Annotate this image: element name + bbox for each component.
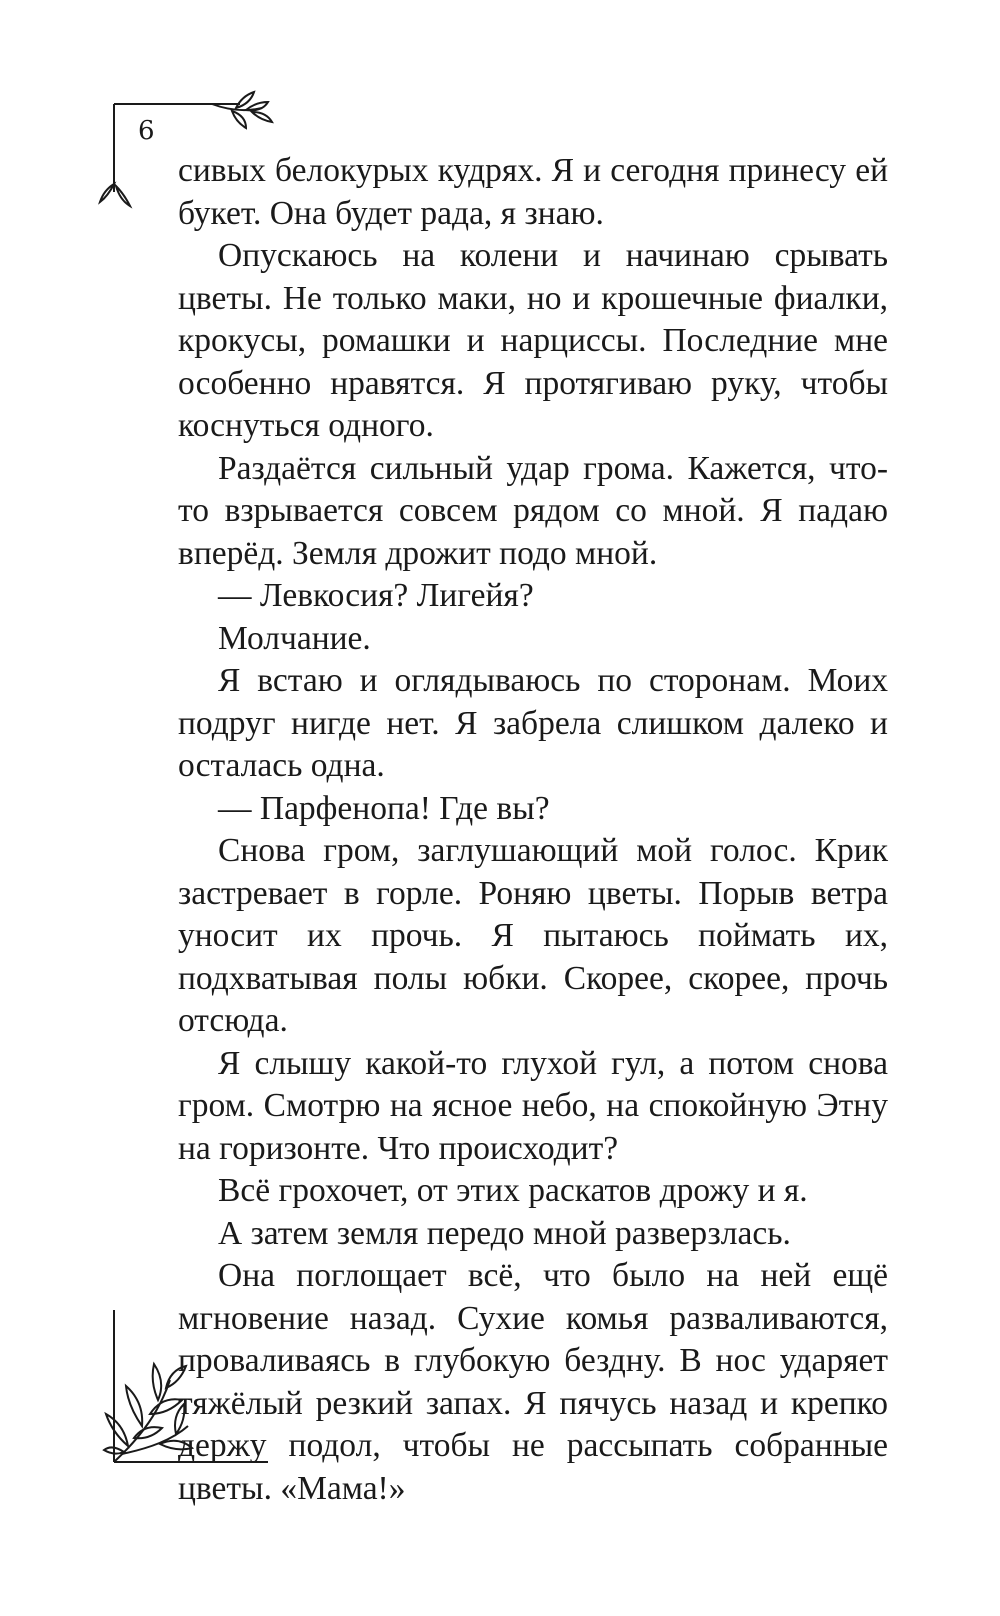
page-number: 6	[138, 116, 155, 146]
paragraph: Всё грохочет, от этих раскатов дрожу и я.	[218, 1172, 808, 1209]
paragraph: Я слышу какой-то глухой гул, а потом снова гром. Смотрю на ясное небо, на спокойную Этну на горизонте. Что происходит?	[178, 1044, 888, 1167]
dialogue-line: — Парфенопа! Где вы?	[218, 789, 550, 827]
paragraph: Она поглощает всё, что было на ней ещё мгновение назад. Сухие комья разваливаются, проваливаясь в глубокую бездну. В нос ударяет тяжёлый резкий запах. Я пячусь назад и крепко держу подол, чтобы не рассыпать собранные цветы. «Мама!»	[178, 1257, 888, 1507]
dialogue-line: — Левкосия? Лигейя?	[218, 577, 534, 614]
paragraph: Снова гром, заглушающий мой голос. Крик застревает в горле. Роняю цветы. Порыв ветра уносит их прочь. Я пытаюсь поймать их, подхватывая полы юбки. Скорее, скорее, прочь отсюда.	[178, 832, 888, 1039]
paragraph: Опускаюсь на колени и начинаю срывать цветы. Не только маки, но и крошечные фиалки, крокусы, ромашки и нарциссы. Последние мне особенно нравятся. Я протягиваю руку, чтобы коснуться одного.	[178, 237, 888, 444]
body-text	[178, 150, 888, 1510]
paragraph: Молчание.	[218, 619, 371, 657]
paragraph: сивых белокурых кудрях. Я и сегодня принесу ей букет. Она будет рада, я знаю.	[178, 152, 888, 232]
paragraph: Я встаю и оглядываюсь по сторонам. Моих подруг нигде нет. Я забрела слишком далеко и осталась одна.	[178, 662, 888, 784]
paragraph: А затем земля передо мной разверзлась.	[218, 1214, 791, 1252]
paragraph: Раздаётся сильный удар грома. Кажется, что-то взрывается совсем рядом со мной. Я падаю вперёд. Земля дрожит подо мной.	[178, 449, 888, 572]
